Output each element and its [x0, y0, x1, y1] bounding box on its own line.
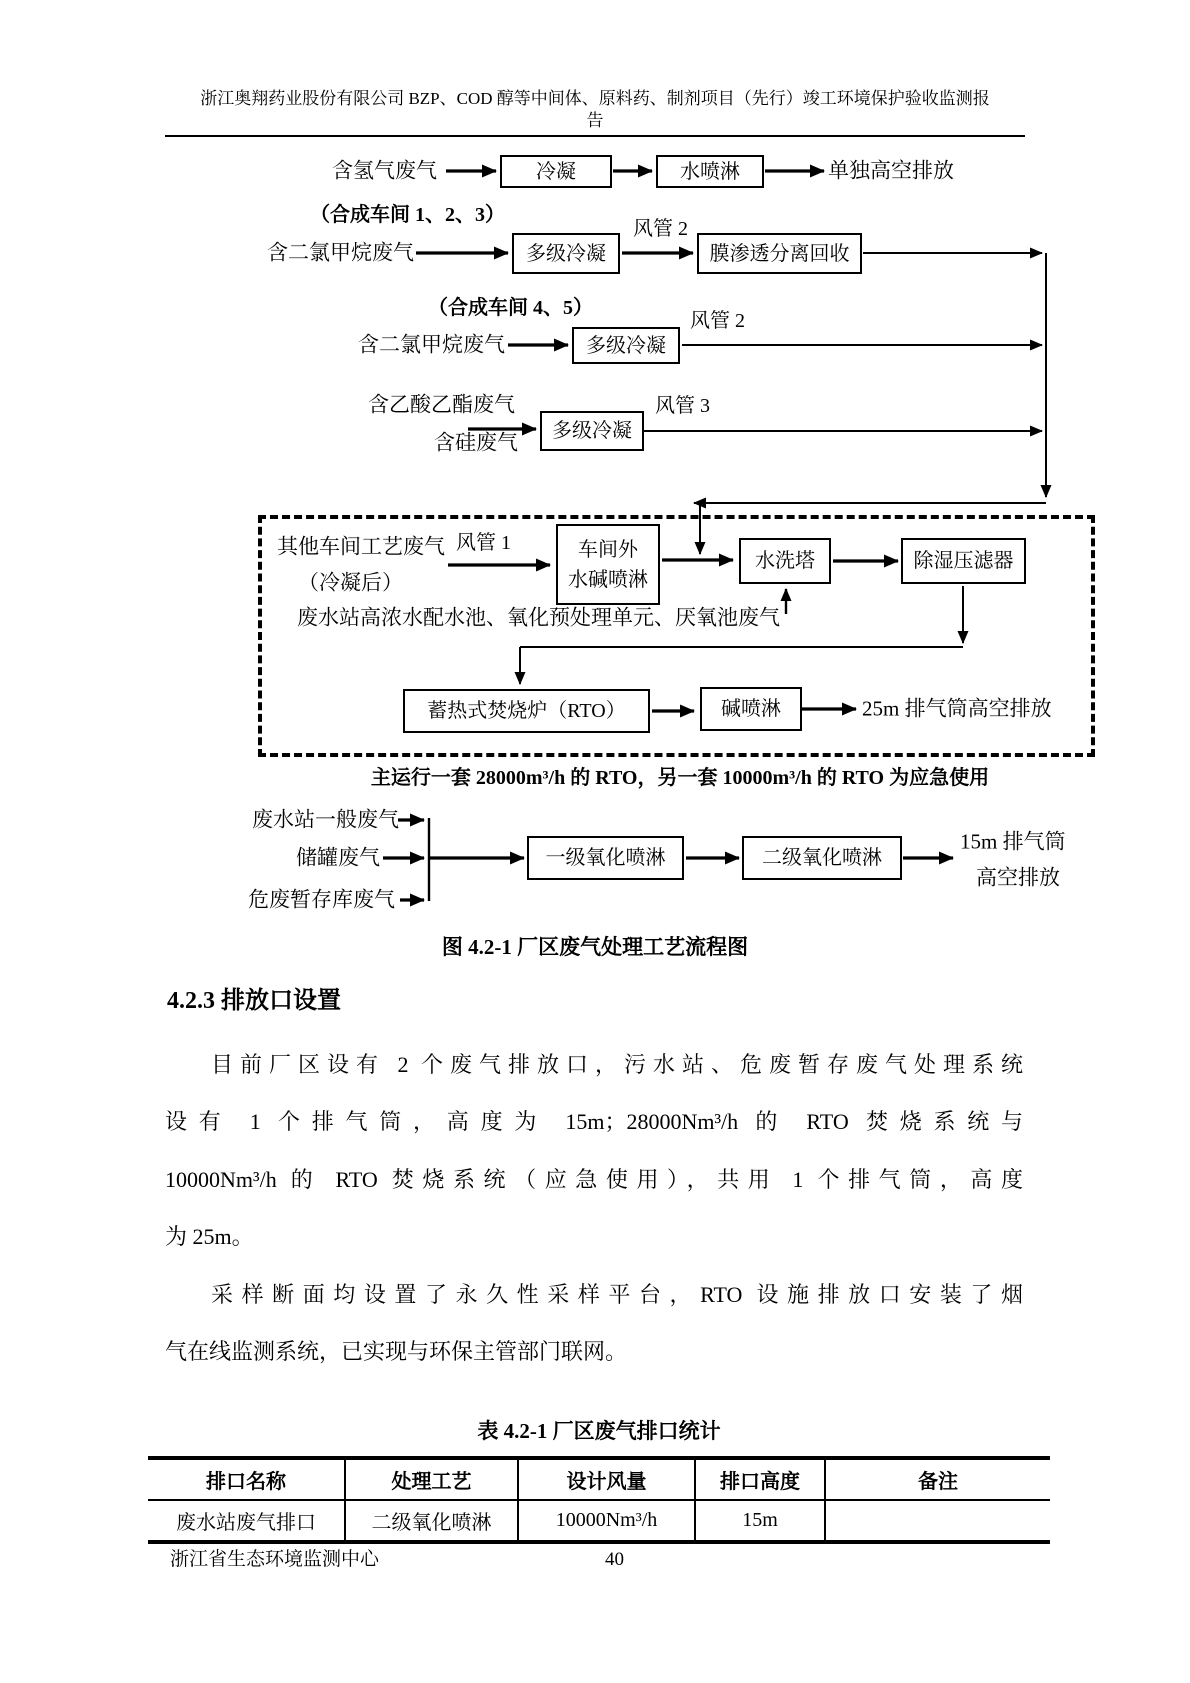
table-header-design-flow: 设计风量	[519, 1460, 696, 1499]
outlet-25m-stack: 25m 排气筒高空排放	[862, 696, 1052, 721]
box-condense: 冷凝	[500, 155, 612, 188]
duct-label-2b: 风管 2	[690, 310, 745, 332]
workshop-label-45: （合成车间 4、5）	[428, 297, 593, 319]
duct-label-3: 风管 3	[655, 395, 710, 417]
figure-caption: 图 4.2-1 厂区废气处理工艺流程图	[441, 935, 749, 959]
footer-page-number: 40	[605, 1549, 624, 1570]
page-header-line1: 浙江奥翔药业股份有限公司 BZP、COD 醇等中间体、原料药、制剂项目（先行）竣工环境保护验收监测报	[200, 89, 990, 108]
box-membrane-recovery: 膜渗透分离回收	[697, 233, 862, 274]
box-rto-incinerator: 蓄热式焚烧炉（RTO）	[403, 689, 650, 733]
duct-label-1: 风管 1	[456, 532, 511, 554]
table-cell-outlet-name: 废水站废气排口	[148, 1501, 346, 1540]
source-silicon-gas: 含硅废气	[434, 430, 518, 455]
source-ethyl-acetate: 含乙酸乙酯废气	[368, 392, 515, 417]
rto-capacity-note: 主运行一套 28000m³/h 的 RTO，另一套 10000m³/h 的 RTO 为应急使用	[370, 767, 990, 789]
paragraph1-line2: 设有 1 个排气筒，高度为 15m；28000Nm³/h 的 RTO 焚烧系统与	[165, 1109, 1023, 1134]
source-other-workshop-note: （冷凝后）	[298, 570, 403, 595]
table-header-process: 处理工艺	[346, 1460, 519, 1499]
paragraph1-line3: 10000Nm³/h 的 RTO 焚烧系统（应急使用），共用 1 个排气筒，高度	[165, 1167, 1023, 1192]
section-heading: 4.2.3 排放口设置	[167, 988, 341, 1014]
paragraph2-line1: 采样断面均设置了永久性采样平台，RTO 设施排放口安装了烟	[211, 1282, 1023, 1307]
box-outdoor-alkali-spray-line2: 水碱喷淋	[568, 568, 648, 591]
header-rule	[165, 135, 1025, 137]
box-secondary-oxidation-spray: 二级氧化喷淋	[742, 836, 902, 880]
box-outdoor-alkali-spray-line1: 车间外	[578, 538, 638, 561]
source-hydrogen-gas: 含氢气废气	[332, 158, 437, 183]
paragraph1-line1: 目前厂区设有 2 个废气排放口，污水站、危废暂存废气处理系统	[211, 1052, 1023, 1077]
box-multistage-condense-1: 多级冷凝	[512, 233, 620, 274]
source-dcm-2: 含二氯甲烷废气	[358, 332, 505, 357]
table-header-remark: 备注	[918, 1471, 958, 1493]
workshop-label-123: （合成车间 1、2、3）	[310, 204, 505, 226]
box-multistage-condense-2: 多级冷凝	[572, 327, 680, 364]
table-cell-outlet-height: 15m	[696, 1501, 826, 1540]
outlet-15m-stack-line1: 15m 排气筒	[960, 829, 1066, 854]
table-cell-design-flow: 10000Nm³/h	[519, 1501, 696, 1540]
box-dehumid-press-filter: 除湿压滤器	[901, 538, 1026, 584]
wastewater-gas-source: 废水站高浓水配水池、氧化预处理单元、厌氧池废气	[297, 605, 780, 630]
box-multistage-condense-3: 多级冷凝	[540, 411, 644, 451]
source-dcm-1: 含二氯甲烷废气	[267, 240, 414, 265]
table-header-row	[148, 1460, 1050, 1501]
outlet-separate-high-altitude: 单独高空排放	[828, 158, 954, 183]
table-header-outlet-height: 排口高度	[696, 1460, 826, 1499]
source-other-workshop: 其他车间工艺废气	[277, 534, 445, 559]
table-cell-process: 二级氧化喷淋	[346, 1501, 519, 1540]
paragraph1-line4: 为 25m。	[165, 1224, 254, 1249]
outlet-statistics-table	[148, 1456, 1050, 1544]
source-storage-tank: 储罐废气	[296, 845, 380, 870]
table-caption: 表 4.2-1 厂区废气排口统计	[477, 1419, 721, 1443]
source-hazwaste-storage: 危废暂存库废气	[248, 887, 395, 912]
page-header-line2: 告	[586, 111, 604, 130]
table-header-outlet-name: 排口名称	[148, 1460, 346, 1499]
outlet-15m-stack-line2: 高空排放	[976, 865, 1060, 890]
box-outdoor-alkali-spray	[556, 524, 660, 605]
box-primary-oxidation-spray: 一级氧化喷淋	[527, 836, 684, 880]
paragraph2-line2: 气在线监测系统，已实现与环保主管部门联网。	[165, 1339, 628, 1364]
table-row	[148, 1501, 1050, 1540]
table-cell-remark	[826, 1501, 1050, 1540]
footer-organization: 浙江省生态环境监测中心	[170, 1549, 380, 1570]
box-water-spray: 水喷淋	[656, 155, 764, 188]
box-alkali-spray: 碱喷淋	[700, 687, 802, 731]
source-wastewater-general: 废水站一般废气	[252, 807, 399, 832]
box-water-wash-tower: 水洗塔	[739, 538, 831, 584]
duct-label-2a: 风管 2	[633, 218, 688, 240]
